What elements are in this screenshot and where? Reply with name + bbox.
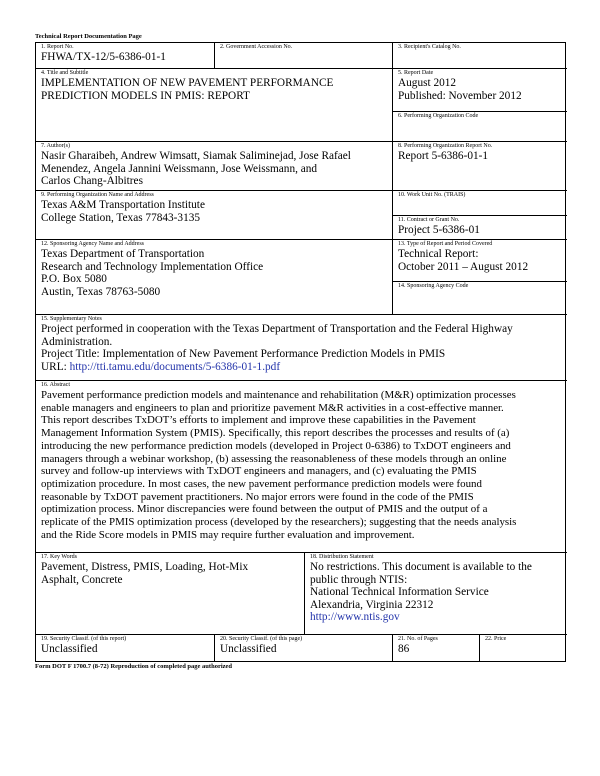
title-line: PREDICTION MODELS IN PMIS: REPORT bbox=[41, 89, 250, 102]
distribution-line: National Technical Information Service bbox=[310, 586, 489, 599]
security-report-value: Unclassified bbox=[41, 643, 98, 655]
distribution-line: public through NTIS: bbox=[310, 573, 408, 586]
abstract-line: and the Ride Score models in PMIS may require further evaluation and improvement. bbox=[41, 528, 415, 541]
perf-org-line: College Station, Texas 77843-3135 bbox=[41, 211, 201, 224]
cell-report-type: 13. Type of Report and Period Covered Technical Report: October 2011 – August 2012 bbox=[393, 240, 567, 282]
cell-num-pages: 21. No. of Pages 86 bbox=[393, 635, 480, 662]
perf-org-line: Texas A&M Transportation Institute bbox=[41, 199, 205, 211]
sponsor-line: Research and Technology Implementation Office bbox=[41, 260, 264, 273]
cell-key-words: 17. Key Words Pavement, Distress, PMIS, Loading, Hot-Mix Asphalt, Concrete bbox=[36, 553, 305, 635]
sponsor-line: P.O. Box 5080 bbox=[41, 273, 107, 286]
cell-sponsor-code: 14. Sponsoring Agency Code bbox=[393, 282, 567, 315]
distribution-line: Alexandria, Virginia 22312 bbox=[310, 598, 434, 611]
contract-grant-value: Project 5-6386-01 bbox=[398, 224, 480, 236]
supplementary-line: Administration. bbox=[41, 335, 113, 348]
abstract-line: managers through a webinar workshop, (b) assessing the reasonableness of these models through an online bbox=[41, 452, 507, 465]
abstract-line: introducing the new performance prediction models (developed in Project 0-6386) to TxDOT engineers and bbox=[41, 439, 511, 452]
security-page-value: Unclassified bbox=[220, 643, 277, 655]
cell-supplementary: 15. Supplementary Notes Project performed in cooperation with the Texas Department of Transportation and the Federal Highway Administration. Project Title: Implementation of New Pavement Performance Prediction Models in PMIS URL: http://tti.tamu.edu/documents/5-6386-01-1.pdf bbox=[36, 315, 567, 381]
author-line: Menendez, Angela Jannini Weissmann, Jose Weissmann, and bbox=[41, 162, 318, 175]
report-url-link[interactable]: http://tti.tamu.edu/documents/5-6386-01-1.pdf bbox=[69, 360, 281, 373]
sponsor-line: Texas Department of Transportation bbox=[41, 248, 205, 260]
cell-sponsor: 12. Sponsoring Agency Name and Address Texas Department of Transportation Research and Technology Implementation Office P.O. Box 5080 Austin, Texas 78763-5080 bbox=[36, 240, 393, 315]
ntis-url-link[interactable]: http://www.ntis.gov bbox=[310, 611, 400, 624]
cell-security-page: 20. Security Classif. (of this page) Unclassified bbox=[215, 635, 393, 662]
abstract-line: Pavement performance prediction models and maintenance and rehabilitation (M&R) optimization processes bbox=[41, 389, 516, 401]
cell-gov-accession: 2. Government Accession No. bbox=[215, 43, 393, 69]
cell-abstract: 16. Abstract Pavement performance prediction models and maintenance and rehabilitation (M&R) optimization processes enable managers and engineers to plan and prioritize pavement M&R activities in a cost-effective manner. This report describes TxDOT’s efforts to implement and improve these capabilities in the Pavement Management Information System (PMIS). Specifically, this report describes the processes and results of (a) introducing the new performance prediction models (developed in Project 0-6386) to TxDOT engineers and managers through a webinar workshop, (b) assessing the reasonableness of these models through an online survey and follow-up interviews with TxDOT engineers and managers, and (c) evaluating the PMIS optimization procedure. In most cases, the new pavement performance prediction models were found reasonable by TxDOT pavement practitioners. No major errors were found in the code of the PMIS optimization process. Minor discrepancies were found between the output of PMIS and the output of a replicate of the PMIS optimization process (developed by the researchers); suggesting that the needs analysis and the Ride Score models in PMIS may require further evaluation and improvement. bbox=[36, 381, 567, 553]
form-footer: Form DOT F 1700.7 (8-72) Reproduction of completed page authorized bbox=[35, 663, 233, 670]
key-words-line: Asphalt, Concrete bbox=[41, 573, 123, 586]
author-line: Nasir Gharaibeh, Andrew Wimsatt, Siamak Saliminejad, Jose Rafael bbox=[41, 150, 351, 162]
abstract-line: survey and follow-up interviews with TxDOT engineers and managers, and (c) evaluating the PMIS bbox=[41, 465, 477, 478]
cell-report-no: 1. Report No. FHWA/TX-12/5-6386-01-1 bbox=[36, 43, 215, 69]
cell-authors: 7. Author(s) Nasir Gharaibeh, Andrew Wimsatt, Siamak Saliminejad, Jose Rafael Menendez, Angela Jannini Weissmann, Jose Weissmann, and Carlos Chang-Albitres bbox=[36, 142, 393, 191]
num-pages-value: 86 bbox=[398, 643, 410, 655]
report-date-line: Published: November 2012 bbox=[398, 89, 522, 102]
abstract-line: enable managers and engineers to plan and prioritize pavement M&R activities in a cost-effective manner. bbox=[41, 401, 504, 414]
abstract-line: reasonable by TxDOT pavement practitioners. No major errors were found in the code of the PMIS bbox=[41, 490, 474, 503]
abstract-line: This report describes TxDOT’s efforts to implement and improve these capabilities in the Pavement bbox=[41, 414, 476, 427]
sponsor-line: Austin, Texas 78763-5080 bbox=[41, 285, 161, 298]
cell-title-subtitle: 4. Title and Subtitle IMPLEMENTATION OF NEW PAVEMENT PERFORMANCE PREDICTION MODELS IN PMIS: REPORT bbox=[36, 69, 393, 142]
cell-perf-org-report: 8. Performing Organization Report No. Report 5-6386-01-1 bbox=[393, 142, 567, 191]
form-header-title: Technical Report Documentation Page bbox=[35, 33, 142, 40]
cell-security-report: 19. Security Classif. (of this report) Unclassified bbox=[36, 635, 215, 662]
cell-distribution: 18. Distribution Statement No restrictions. This document is available to the public through NTIS: National Technical Information Service Alexandria, Virginia 22312 http://www.ntis.gov bbox=[305, 553, 567, 635]
abstract-line: optimization procedure. In most cases, the new pavement performance prediction models were found bbox=[41, 477, 482, 490]
report-type-line: October 2011 – August 2012 bbox=[398, 260, 529, 273]
report-no-value: FHWA/TX-12/5-6386-01-1 bbox=[41, 51, 166, 63]
report-type-line: Technical Report: bbox=[398, 248, 479, 260]
abstract-line: replicate of the PMIS optimization process (developed by the researchers); suggesting that the needs analysis bbox=[41, 516, 517, 529]
perf-org-report-value: Report 5-6386-01-1 bbox=[398, 150, 489, 162]
title-line: IMPLEMENTATION OF NEW PAVEMENT PERFORMANCE bbox=[41, 77, 334, 89]
documentation-form bbox=[35, 42, 566, 662]
supplementary-url-line: URL: http://tti.tamu.edu/documents/5-6386-01-1.pdf bbox=[41, 360, 281, 373]
author-line: Carlos Chang-Albitres bbox=[41, 175, 143, 188]
report-date-line: August 2012 bbox=[398, 77, 457, 89]
cell-report-date: 5. Report Date August 2012 Published: November 2012 bbox=[393, 69, 567, 112]
supplementary-line: Project Title: Implementation of New Pavement Performance Prediction Models in PMIS bbox=[41, 348, 446, 361]
key-words-line: Pavement, Distress, PMIS, Loading, Hot-Mix bbox=[41, 561, 249, 573]
cell-price: 22. Price bbox=[485, 636, 507, 642]
cell-perf-org-code: 6. Performing Organization Code bbox=[393, 112, 567, 142]
supplementary-line: Project performed in cooperation with the Texas Department of Transportation and the Federal Highway bbox=[41, 323, 513, 335]
cell-work-unit: 10. Work Unit No. (TRAIS) bbox=[393, 191, 567, 216]
abstract-line: optimization process. Minor discrepancies were found between the output of PMIS and the output of a bbox=[41, 503, 488, 516]
cell-contract-grant: 11. Contract or Grant No. Project 5-6386-01 bbox=[393, 216, 567, 240]
cell-perf-org-name: 9. Performing Organization Name and Address Texas A&M Transportation Institute College Station, Texas 77843-3135 bbox=[36, 191, 393, 240]
cell-recipient-catalog: 3. Recipient's Catalog No. bbox=[393, 43, 567, 69]
abstract-line: Management Information System (PMIS). Specifically, this report describes the processes and results of (a) bbox=[41, 427, 510, 440]
distribution-line: No restrictions. This document is available to the bbox=[310, 561, 532, 573]
